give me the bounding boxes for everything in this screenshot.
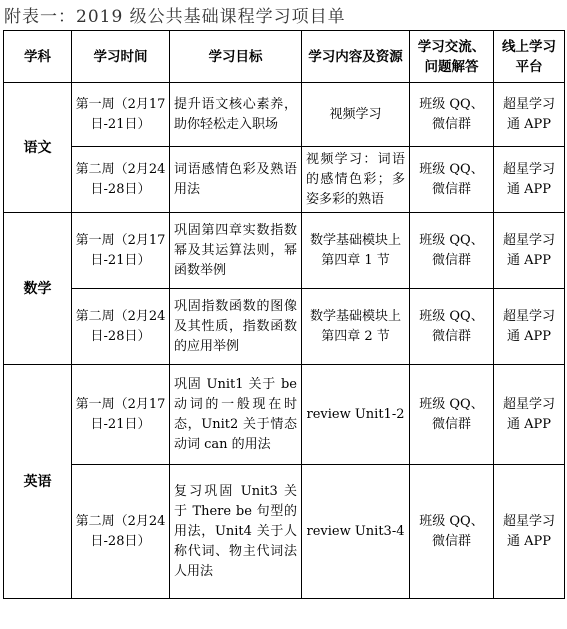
exchange-cell: 班级 QQ、微信群 [410, 147, 494, 213]
time-cell: 第一周（2月17日-21日） [72, 365, 170, 465]
time-cell: 第一周（2月17日-21日） [72, 213, 170, 289]
time-cell: 第二周（2月24日-28日） [72, 465, 170, 599]
table-row [4, 213, 565, 289]
goal-cell: 巩固第四章实数指数幂及其运算法则，幂函数举例 [170, 213, 302, 289]
exchange-cell: 班级 QQ、微信群 [410, 213, 494, 289]
table-header-row [4, 31, 565, 83]
subject-cell-math: 数学 [4, 213, 72, 365]
page-title: 附表一：2019 级公共基础课程学习项目单 [4, 7, 346, 27]
time-cell: 第二周（2月24日-28日） [72, 289, 170, 365]
goal-cell: 巩固 Unit1 关于 be 动词的一般现在时态，Unit2 关于情态动词 can 的用法 [170, 365, 302, 465]
content-cell: 视频学习 [302, 83, 410, 147]
goal-cell: 巩固指数函数的图像及其性质，指数函数的应用举例 [170, 289, 302, 365]
content-cell: 数学基础模块上第四章 2 节 [302, 289, 410, 365]
subject-cell-chinese: 语文 [4, 83, 72, 213]
content-cell: 视频学习：词语的感情色彩；多姿多彩的熟语 [302, 147, 410, 213]
study-plan-table [3, 30, 565, 599]
header-exchange: 学习交流、问题解答 [410, 31, 494, 83]
subject-cell-english: 英语 [4, 365, 72, 599]
header-content: 学习内容及资源 [302, 31, 410, 83]
content-cell: 数学基础模块上第四章 1 节 [302, 213, 410, 289]
header-subject: 学科 [4, 31, 72, 83]
goal-cell: 提升语文核心素养，助你轻松走入职场 [170, 83, 302, 147]
header-platform: 线上学习平台 [494, 31, 565, 83]
platform-cell: 超星学习通 APP [494, 147, 565, 213]
table-row [4, 147, 565, 213]
exchange-cell: 班级 QQ、微信群 [410, 83, 494, 147]
exchange-cell: 班级 QQ、微信群 [410, 465, 494, 599]
platform-cell: 超星学习通 APP [494, 365, 565, 465]
table-row [4, 465, 565, 599]
header-goal: 学习目标 [170, 31, 302, 83]
table-row [4, 289, 565, 365]
goal-cell: 词语感情色彩及熟语用法 [170, 147, 302, 213]
goal-cell: 复习巩固 Unit3 关于 There be 句型的用法，Unit4 关于人称代词、物主代词法人用法 [170, 465, 302, 599]
header-time: 学习时间 [72, 31, 170, 83]
content-cell: review Unit3-4 [302, 465, 410, 599]
platform-cell: 超星学习通 APP [494, 465, 565, 599]
platform-cell: 超星学习通 APP [494, 83, 565, 147]
exchange-cell: 班级 QQ、微信群 [410, 289, 494, 365]
exchange-cell: 班级 QQ、微信群 [410, 365, 494, 465]
time-cell: 第二周（2月24日-28日） [72, 147, 170, 213]
platform-cell: 超星学习通 APP [494, 289, 565, 365]
platform-cell: 超星学习通 APP [494, 213, 565, 289]
content-cell: review Unit1-2 [302, 365, 410, 465]
time-cell: 第一周（2月17日-21日） [72, 83, 170, 147]
table-row [4, 83, 565, 147]
table-row [4, 365, 565, 465]
